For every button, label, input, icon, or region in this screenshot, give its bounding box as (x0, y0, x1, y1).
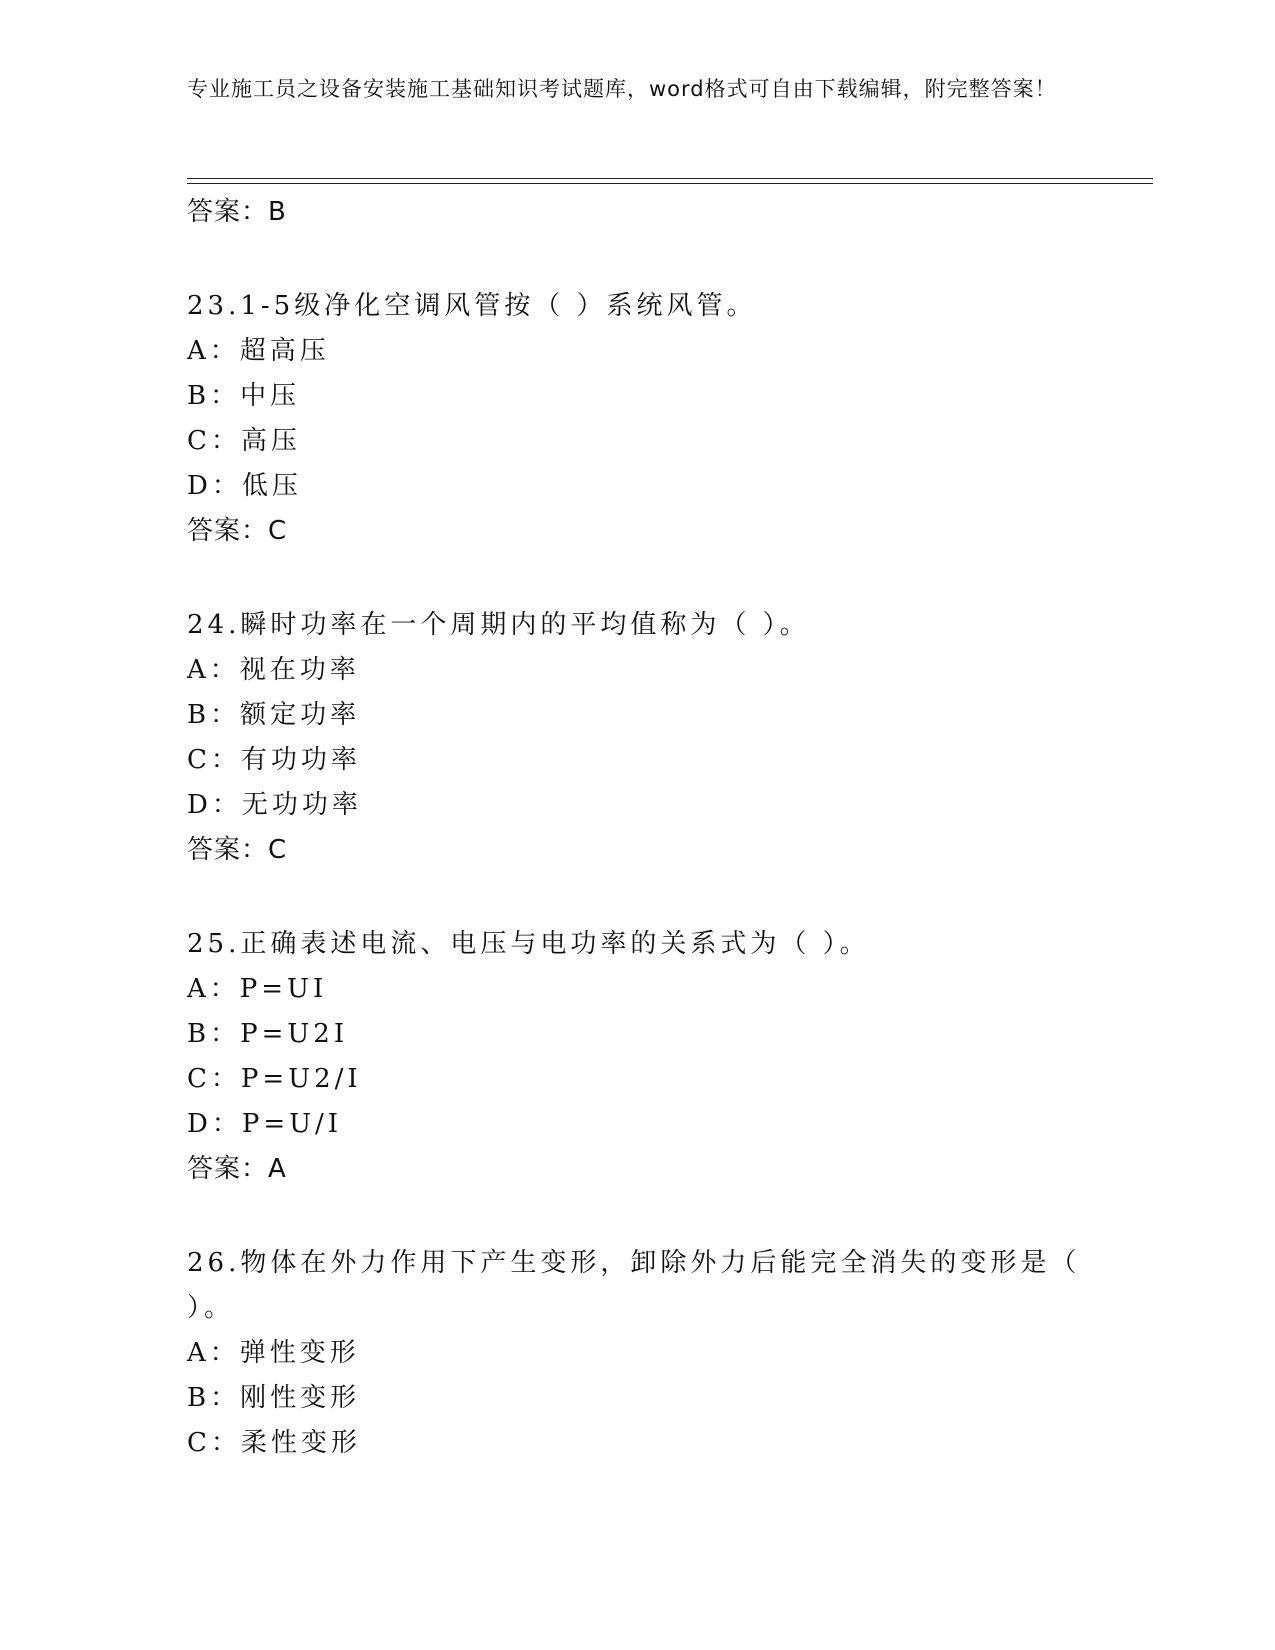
answer-line: 答案：B (187, 197, 287, 227)
option-b: B：中压 (187, 381, 301, 411)
option-a: A：P=UI (187, 974, 328, 1004)
answer-line: 答案：C (187, 516, 288, 546)
option-d: D：P=U/I (187, 1109, 343, 1139)
document-header: 专业施工员之设备安装施工基础知识考试题库，word格式可自由下载编辑，附完整答案！ (187, 77, 1057, 101)
option-b: B：刚性变形 (187, 1383, 361, 1413)
question-stem: 26.物体在外力作用下产生变形，卸除外力后能完全消失的变形是（ ）。 (187, 1248, 1081, 1323)
option-c: C：有功功率 (187, 745, 361, 775)
option-b: B：额定功率 (187, 700, 361, 730)
option-c: C：柔性变形 (187, 1428, 361, 1458)
option-a: A：超高压 (187, 336, 330, 366)
question-stem: 23.1-5级净化空调风管按（ ）系统风管。 (187, 291, 757, 321)
option-d: D：低压 (187, 471, 302, 501)
question-stem: 25.正确表述电流、电压与电功率的关系式为（ ）。 (187, 929, 870, 959)
question-stem: 24.瞬时功率在一个周期内的平均值称为（ ）。 (187, 610, 810, 640)
question-list (187, 190, 1127, 1466)
header-divider-bottom (187, 183, 1153, 184)
answer-line: 答案：C (187, 835, 288, 865)
spacer (187, 553, 1127, 600)
header-divider-top (187, 178, 1153, 179)
answer-line: 答案：A (187, 1154, 287, 1184)
option-c: C：高压 (187, 426, 301, 456)
option-a: A：弹性变形 (187, 1338, 360, 1368)
option-d: D：无功功率 (187, 790, 362, 820)
option-a: A：视在功率 (187, 655, 360, 685)
spacer (187, 872, 1127, 919)
spacer (187, 234, 1127, 281)
option-c: C：P=U2/I (187, 1064, 362, 1094)
spacer (187, 1191, 1127, 1238)
option-b: B：P=U2I (187, 1019, 349, 1049)
